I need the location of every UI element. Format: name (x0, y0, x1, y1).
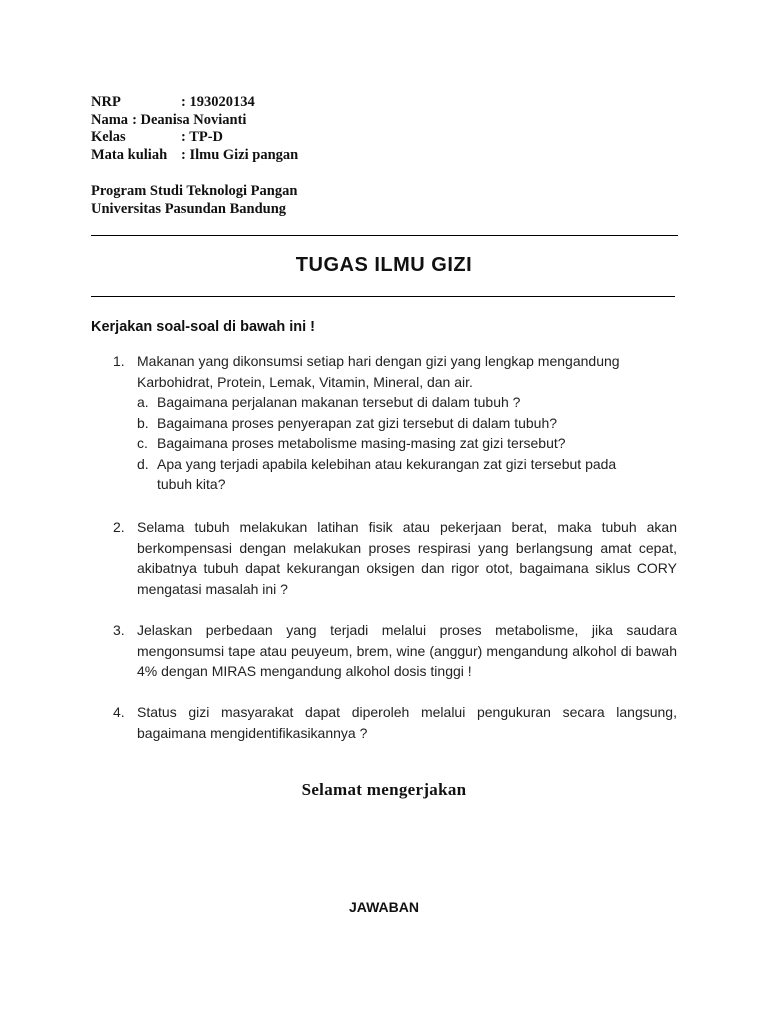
info-row-mata-kuliah (91, 146, 299, 165)
instruction-text: Kerjakan soal-soal di bawah ini ! (91, 319, 316, 335)
info-label: Mata kuliah (91, 146, 168, 163)
divider-top (91, 235, 678, 236)
question-number: 4. (113, 704, 125, 720)
sub-question-b (137, 413, 677, 434)
info-label: NRP (91, 94, 121, 110)
program-name: Program Studi Teknologi Pangan (91, 183, 298, 199)
info-value: : Deanisa Novianti (132, 111, 247, 128)
info-label: Kelas (91, 129, 126, 145)
question-text: Status gizi masyarakat dapat diperoleh melalui pengukuran secara langsung, bagaimana mengidentifikasikannya ? (137, 704, 677, 741)
info-value: : Ilmu Gizi pangan (181, 146, 299, 163)
question-1 (113, 351, 677, 495)
sub-question-c (137, 433, 677, 454)
info-row-nrp (91, 94, 255, 112)
page-title: TUGAS ILMU GIZI (295, 254, 473, 276)
sub-text: Bagaimana proses metabolisme masing-masing zat gizi tersebut? (157, 435, 566, 451)
question-number: 1. (113, 353, 125, 369)
sub-question-a (137, 392, 677, 413)
question-text: Selama tubuh melakukan latihan fisik atau pekerjaan berat, maka tubuh akan berkompensasi dengan melakukan proses respirasi yang berlangsung amat cepat, akibatnya tubuh dapat kekurangan oksigen dan rigor otot, bagaimana siklus CORY mengatasi masalah ini ? (137, 519, 677, 597)
info-value: : TP-D (181, 129, 224, 145)
institution-block (91, 182, 297, 218)
info-label: Nama (91, 111, 129, 128)
sub-letter: c. (137, 435, 148, 451)
answer-heading: JAWABAN (348, 899, 419, 915)
university-name: Universitas Pasundan Bandung (91, 201, 287, 217)
question-number: 2. (113, 519, 125, 535)
question-text: Makanan yang dikonsumsi setiap hari dengan gizi yang lengkap mengandung Karbohidrat, Protein, Lemak, Vitamin, Mineral, dan air. (137, 353, 620, 390)
sub-text: Bagaimana perjalanan makanan tersebut di dalam tubuh ? (157, 394, 521, 410)
sub-letter: d. (137, 455, 149, 472)
closing-text: Selamat mengerjakan (301, 780, 467, 799)
sub-text: Apa yang terjadi apabila kelebihan atau kekurangan zat gizi tersebut pada tubuh kita? (157, 455, 617, 492)
question-3 (113, 620, 677, 682)
student-info (91, 94, 299, 164)
sub-letter: b. (137, 414, 149, 431)
sub-text: Bagaimana proses penyerapan zat gizi tersebut di dalam tubuh? (157, 414, 558, 431)
info-value: : 193020134 (181, 94, 255, 110)
info-row-kelas (91, 129, 246, 147)
sub-letter: a. (137, 394, 149, 410)
question-4 (113, 702, 677, 743)
question-2 (113, 517, 677, 599)
info-row-nama (91, 112, 246, 130)
divider-bottom (91, 296, 675, 297)
question-number: 3. (113, 622, 125, 638)
question-text: Jelaskan perbedaan yang terjadi melalui proses metabolisme, jika saudara mengonsumsi tape atau peuyeum, brem, wine (anggur) mengandung alkohol di bawah 4% dengan MIRAS mengandung alkohol dosis tinggi ! (137, 622, 677, 679)
sub-question-d (137, 454, 677, 495)
